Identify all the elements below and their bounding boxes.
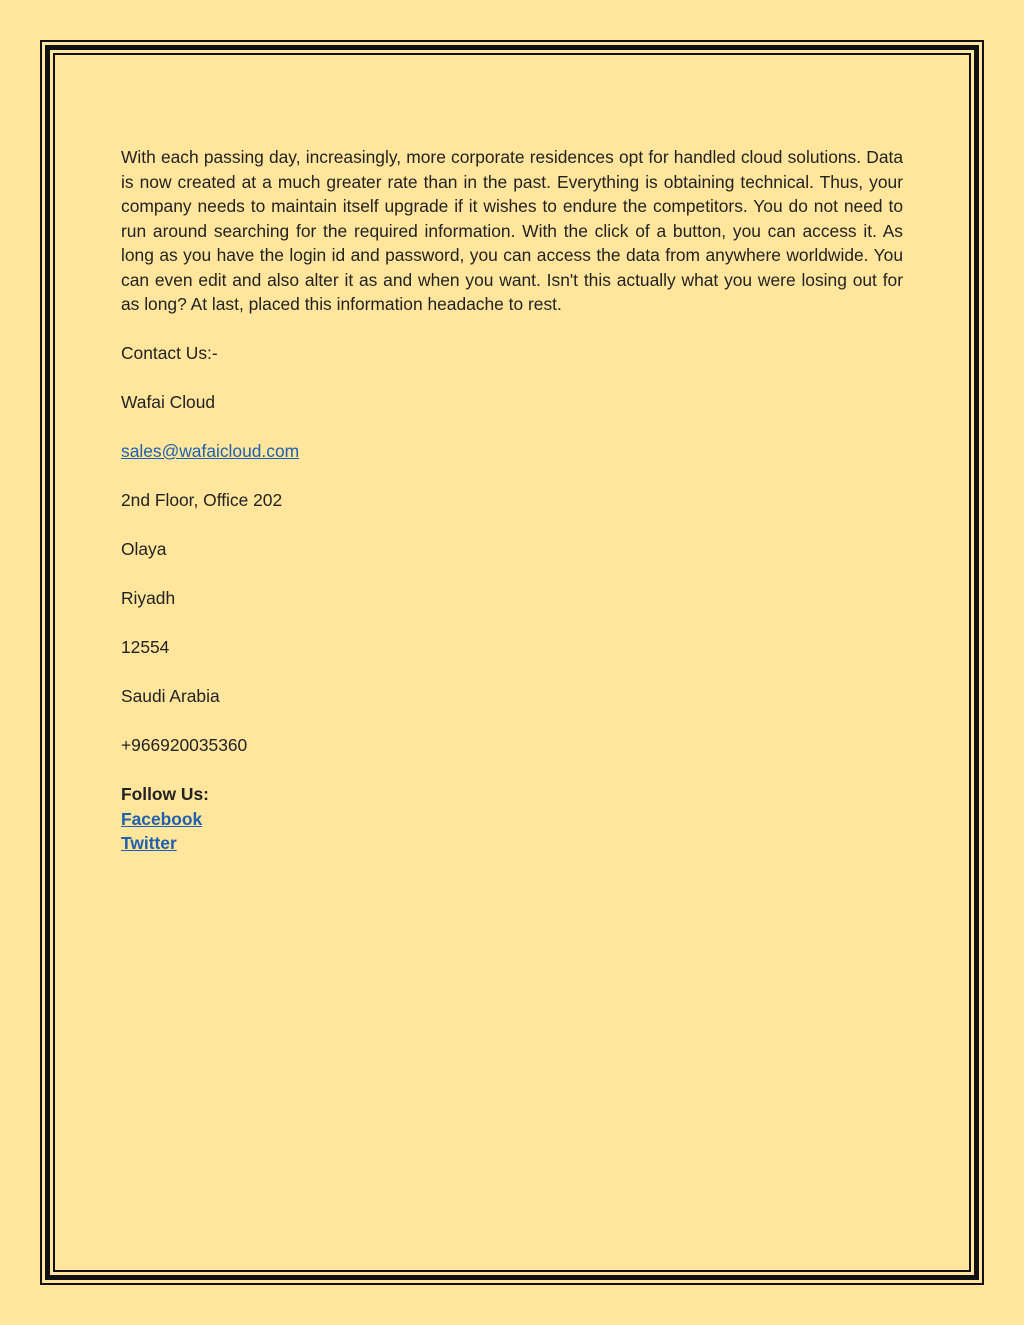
company-name: Wafai Cloud: [121, 392, 216, 412]
email-link[interactable]: sales@wafaicloud.com: [121, 441, 300, 461]
body-paragraph: With each passing day, increasingly, more corporate residences opt for handled cloud solutions. Data is now created at a much greater rate than in the past. Everything is obtaining technical. Thus, your company needs to maintain itself upgrade if it wishes to endure the competitors. You do not need to run around searching for the required information. With the click of a button, you can access it. As long as you have the login id and password, you can access the data from anywhere worldwide. You can even edit and also alter it as and when you want. Isn't this actually what you were losing out for as long? At last, placed this information headache to rest.: [121, 147, 903, 314]
contact-heading: Contact Us:-: [121, 343, 218, 363]
postal-code-line: 12554: [121, 637, 170, 657]
email-line: [121, 439, 903, 464]
phone-line: +966920035360: [121, 735, 248, 755]
follow-heading: Follow Us:: [121, 784, 209, 804]
address-line: 2nd Floor, Office 202: [121, 490, 283, 510]
city-line: Riyadh: [121, 588, 176, 608]
twitter-link[interactable]: Twitter: [121, 833, 177, 853]
district-line: Olaya: [121, 539, 167, 559]
follow-section: [121, 782, 903, 856]
country-line: Saudi Arabia: [121, 686, 220, 706]
facebook-link[interactable]: Facebook: [121, 808, 203, 829]
document-content: [121, 145, 903, 856]
